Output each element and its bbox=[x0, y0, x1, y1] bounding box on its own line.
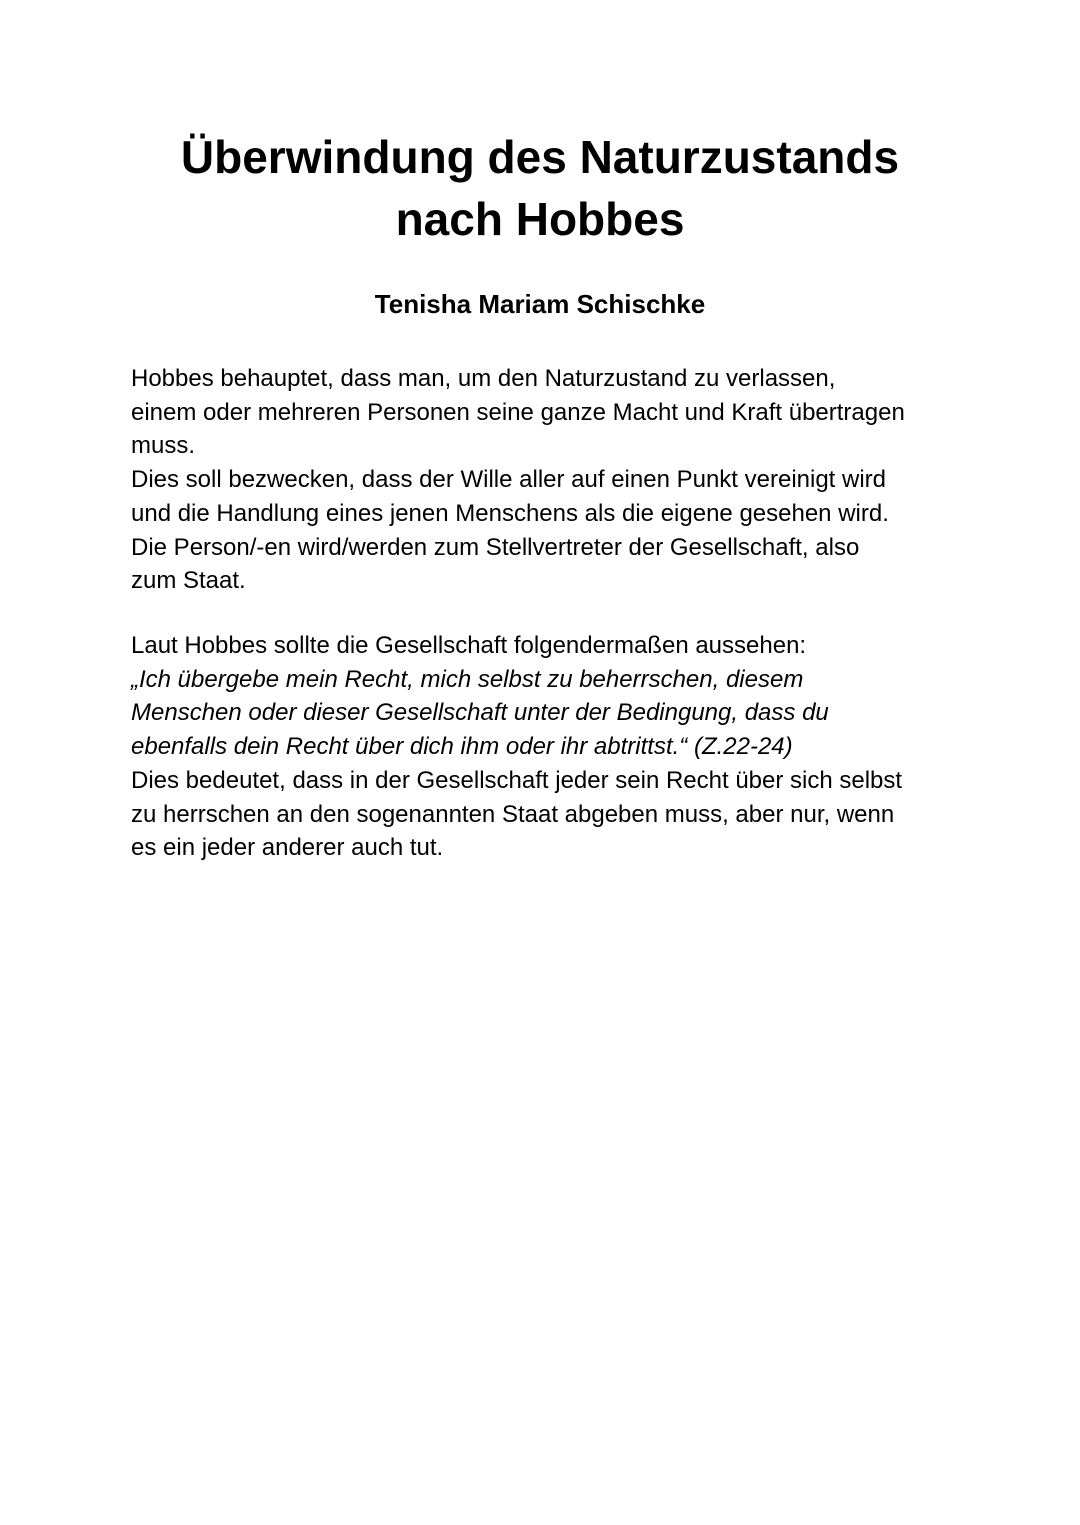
paragraph-2 bbox=[131, 629, 991, 865]
quote-line: Menschen oder dieser Gesellschaft unter der Bedingung, dass du bbox=[131, 699, 829, 727]
document-title bbox=[0, 126, 1080, 250]
title-line-1: Überwindung des Naturzustands bbox=[180, 131, 900, 183]
text-line: einem oder mehreren Personen seine ganze Macht und Kraft übertragen bbox=[131, 398, 905, 426]
text-line: zum Staat. bbox=[131, 567, 246, 595]
text-line: zu herrschen an den sogenannten Staat abgeben muss, aber nur, wenn bbox=[131, 800, 895, 828]
text-line: und die Handlung eines jenen Menschens als die eigene gesehen wird. bbox=[131, 499, 889, 527]
text-line: Hobbes behauptet, dass man, um den Naturzustand zu verlassen, bbox=[131, 365, 836, 392]
paragraph-2-intro: Laut Hobbes sollte die Gesellschaft folgendermaßen aussehen: bbox=[131, 632, 807, 659]
text-line: Die Person/-en wird/werden zum Stellvertreter der Gesellschaft, also bbox=[131, 533, 860, 561]
text-line: es ein jeder anderer auch tut. bbox=[131, 834, 444, 862]
author-name: Tenisha Mariam Schischke bbox=[374, 289, 706, 319]
text-line: muss. bbox=[131, 432, 196, 460]
text-line: Dies bedeutet, dass in der Gesellschaft jeder sein Recht über sich selbst bbox=[131, 766, 903, 794]
paragraph-1 bbox=[131, 362, 991, 598]
quote-line: „Ich übergebe mein Recht, mich selbst zu beherrschen, diesem bbox=[131, 665, 804, 693]
title-line-2: nach Hobbes bbox=[395, 193, 685, 245]
text-line: Dies soll bezwecken, dass der Wille aller auf einen Punkt vereinigt wird bbox=[131, 466, 887, 494]
quote-line: ebenfalls dein Recht über dich ihm oder ihr abtrittst.“ (Z.22-24) bbox=[131, 733, 793, 761]
